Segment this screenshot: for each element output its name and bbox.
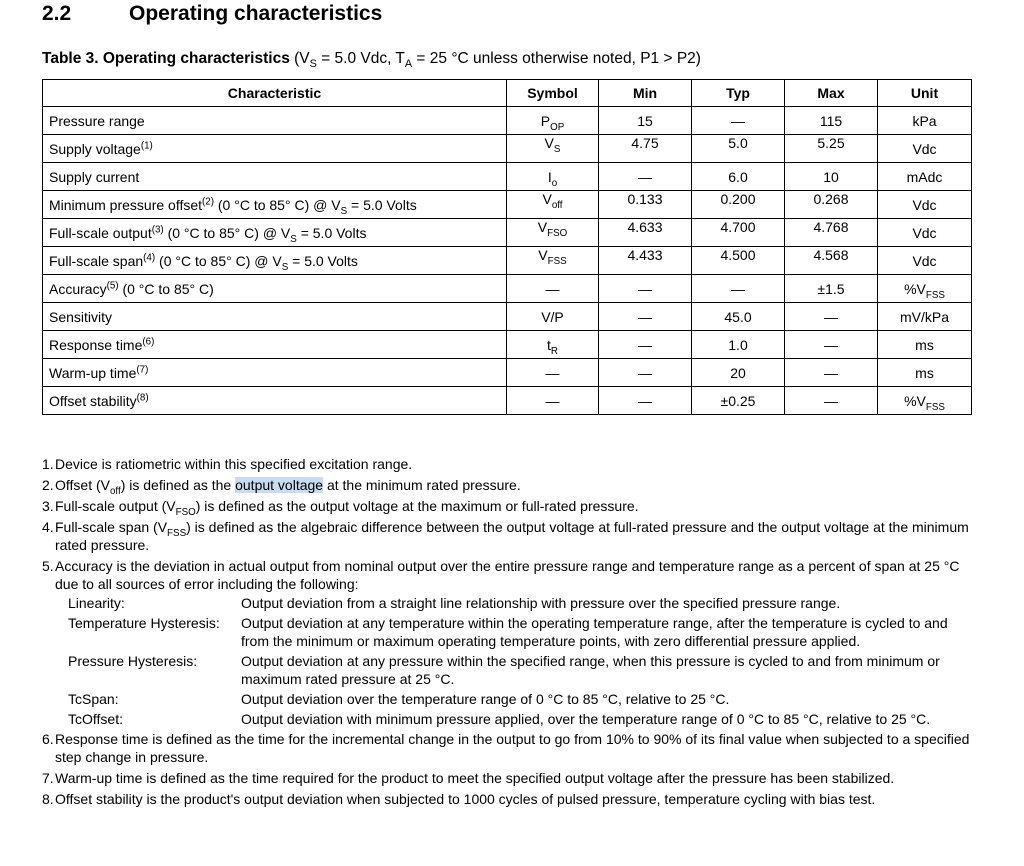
cell-symbol: —	[507, 359, 599, 387]
cell-unit: Vdc	[878, 135, 972, 163]
cell-min: 4.75	[599, 135, 692, 163]
footnote-8: 8. Offset stability is the product's output deviation when subjected to 1000 cycles of pulsed pressure, temperature cycling with bias test.	[42, 791, 876, 807]
cell-min: —	[599, 303, 692, 331]
footnote-5: 5. Accuracy is the deviation in actual output from nominal output over the entire pressure range and temperature range as a percent of span at 25 °C due to all sources of error including the following:	[42, 558, 960, 592]
cell-min: 4.633	[599, 219, 692, 247]
cell-unit: mV/kPa	[878, 303, 972, 331]
cell-min: —	[599, 275, 692, 303]
cell-unit: mAdc	[878, 163, 972, 191]
cell-max: ±1.5	[785, 275, 878, 303]
cell-characteristic: Full-scale output$^{(3)}$ (0 °C to 85° C) @ $V_S = 5.0$ Volts	[43, 219, 507, 247]
footnote-ref: (7)	[136, 363, 149, 375]
cell-characteristic: Response time$^{(6)}$	[43, 331, 507, 359]
table-row	[43, 331, 972, 359]
accuracy-item-pressure-hysteresis: Pressure Hysteresis: Output deviation at any pressure within the specified range, when this pressure is cycled to and from minimum or maximum rated pressure at 25 °C.	[68, 653, 940, 687]
cell-symbol: $I_o$	[507, 163, 599, 191]
table-header-row	[43, 80, 972, 107]
cell-max: 4.568	[785, 247, 878, 275]
cell-typ: ±0.25	[692, 387, 785, 415]
header-max: Max	[785, 80, 878, 107]
cell-min: —	[599, 331, 692, 359]
cell-typ: 4.500	[692, 247, 785, 275]
table-row	[43, 303, 972, 331]
header-symbol: Symbol	[507, 80, 599, 107]
cell-min: —	[599, 387, 692, 415]
accuracy-item-tcspan: TcSpan: Output deviation over the temperature range of 0 °C to 85 °C, relative to 25 °C.	[68, 691, 730, 707]
table-row	[43, 191, 972, 219]
table-row	[43, 107, 972, 135]
cell-symbol: —	[507, 275, 599, 303]
footnotes	[42, 455, 972, 811]
cell-typ: —	[692, 107, 785, 135]
cell-min: 15	[599, 107, 692, 135]
cell-unit: Vdc	[878, 219, 972, 247]
cell-characteristic: Full-scale span$^{(4)}$ (0 °C to 85° C) @ $V_S = 5.0$ Volts	[43, 247, 507, 275]
cell-characteristic: Sensitivity	[43, 303, 507, 331]
table-row	[43, 247, 972, 275]
table-row	[43, 163, 972, 191]
table-row	[43, 275, 972, 303]
accuracy-item-temperature-hysteresis: Temperature Hysteresis: Output deviation at any temperature within the operating temperature range, after the temperature is cycled to and from the minimum or maximum operating temperature points, with zero differential pressure applied.	[68, 615, 948, 649]
cell-typ: 6.0	[692, 163, 785, 191]
cell-characteristic: Accuracy$^{(5)}$ (0 °C to 85° C)	[43, 275, 507, 303]
section-title: Operating characteristics	[129, 2, 383, 25]
footnote-ref: (2)	[202, 195, 214, 207]
cell-symbol: $t_R$	[507, 331, 599, 359]
cell-characteristic: Pressure range	[43, 107, 507, 135]
table-row	[43, 219, 972, 247]
section-number: 2.2	[42, 2, 72, 25]
cell-typ: 20	[692, 359, 785, 387]
section-heading	[42, 2, 382, 26]
footnote-2: 2. Offset $(V_{off})$ is defined as the output voltage at the minimum rated pressure.	[42, 477, 521, 497]
cell-max: 5.25	[785, 135, 878, 163]
cell-unit: $\%V_{FSS}$	[878, 275, 972, 303]
footnote-ref: (4)	[143, 251, 156, 263]
footnote-ref: (5)	[106, 279, 119, 291]
cell-max: —	[785, 331, 878, 359]
text-selection-highlight: output voltage	[235, 477, 324, 493]
footnote-3: 3. Full-scale output $(V_{FSO})$ is defined as the output voltage at the maximum or full-rated pressure.	[42, 498, 639, 518]
cell-symbol: —	[507, 387, 599, 415]
cell-characteristic: Minimum pressure offset$^{(2)}$ (0 °C to 85° C) @ $V_S = 5.0$ Volts	[43, 191, 507, 219]
footnote-ref: (8)	[136, 391, 149, 403]
cell-symbol: $V_{off}$	[507, 191, 599, 219]
cell-symbol: $V_{FSS}$	[507, 247, 599, 275]
cell-typ: 5.0	[692, 135, 785, 163]
footnote-7: 7. Warm-up time is defined as the time required for the product to meet the specified output voltage after the pressure has been stabilized.	[42, 770, 895, 786]
table-caption: Table 3. Operating characteristics ($V_S = 5.0$ Vdc, $T_A = 25$ °C unless otherwise noted, P1 > P2)	[42, 50, 701, 71]
cell-unit: $\%V_{FSS}$	[878, 387, 972, 415]
header-typ: Typ	[692, 80, 785, 107]
cell-unit: Vdc	[878, 247, 972, 275]
table-row	[43, 387, 972, 415]
operating-characteristics-table	[42, 79, 972, 415]
cell-symbol: V/P	[507, 303, 599, 331]
cell-max: —	[785, 359, 878, 387]
cell-unit: ms	[878, 331, 972, 359]
cell-unit: kPa	[878, 107, 972, 135]
cell-unit: ms	[878, 359, 972, 387]
cell-max: —	[785, 387, 878, 415]
cell-symbol: $P_{OP}$	[507, 107, 599, 135]
footnote-1: 1. Device is ratiometric within this specified excitation range.	[42, 456, 413, 472]
cell-max: 4.768	[785, 219, 878, 247]
cell-max: —	[785, 303, 878, 331]
cell-min: —	[599, 163, 692, 191]
cell-typ: 1.0	[692, 331, 785, 359]
table-row	[43, 135, 972, 163]
footnote-6: 6. Response time is defined as the time for the incremental change in the output to go from 10% to 90% of its final value when subjected to a specified step change in pressure.	[42, 731, 970, 765]
header-characteristic: Characteristic	[43, 80, 507, 107]
table-caption-label: Table 3. Operating characteristics	[42, 50, 290, 67]
cell-symbol: $V_S$	[507, 135, 599, 163]
footnote-ref: (1)	[140, 139, 153, 151]
cell-unit: Vdc	[878, 191, 972, 219]
cell-max: 0.268	[785, 191, 878, 219]
cell-typ: 0.200	[692, 191, 785, 219]
header-min: Min	[599, 80, 692, 107]
cell-min: 4.433	[599, 247, 692, 275]
cell-characteristic: Offset stability$^{(8)}$	[43, 387, 507, 415]
cell-symbol: $V_{FSO}$	[507, 219, 599, 247]
header-unit: Unit	[878, 80, 972, 107]
cell-characteristic: Supply current	[43, 163, 507, 191]
cell-max: 115	[785, 107, 878, 135]
cell-characteristic: Warm-up time$^{(7)}$	[43, 359, 507, 387]
footnote-ref: (6)	[142, 335, 155, 347]
cell-min: —	[599, 359, 692, 387]
cell-characteristic: Supply voltage$^{(1)}$	[43, 135, 507, 163]
table-row	[43, 359, 972, 387]
accuracy-item-tcoffset: TcOffset: Output deviation with minimum pressure applied, over the temperature range of 0 °C to 85 °C, relative to 25 °C.	[68, 711, 931, 727]
footnote-4: 4. Full-scale span $(V_{FSS})$ is defined as the algebraic difference between the output voltage at full-rated pressure and the output voltage at the minimum rated pressure.	[42, 519, 969, 553]
cell-typ: —	[692, 275, 785, 303]
cell-max: 10	[785, 163, 878, 191]
cell-typ: 4.700	[692, 219, 785, 247]
accuracy-item-linearity: Linearity: Output deviation from a straight line relationship with pressure over the specified pressure range.	[68, 595, 841, 611]
cell-min: 0.133	[599, 191, 692, 219]
footnote-ref: (3)	[151, 223, 164, 235]
cell-typ: 45.0	[692, 303, 785, 331]
